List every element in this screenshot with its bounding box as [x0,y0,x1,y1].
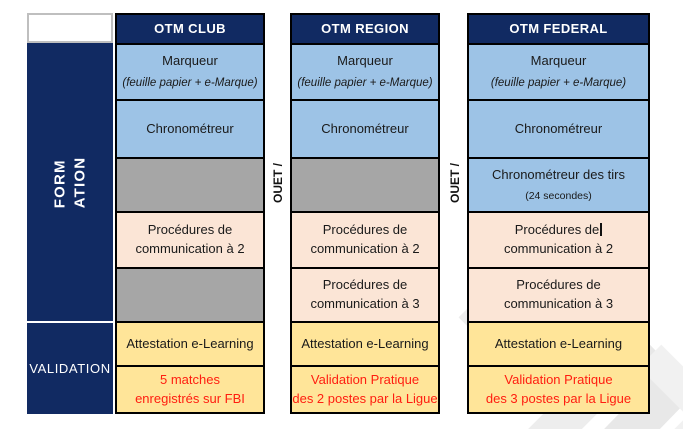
cell-region-chronometreur [292,101,438,157]
procedures-2-line2: communication à 2 [503,241,614,256]
cell-region-empty-1 [292,159,438,211]
marqueur-title: Marqueur [337,53,393,69]
marqueur-title: Marqueur [162,53,218,69]
cell-region-marqueur [292,45,438,99]
procedures-2-line2: communication à 2 [310,241,420,256]
procedures-2-line1: Procédures de [514,222,600,238]
cell-federal-chronometreur [469,101,648,157]
sidebar-validation [27,323,113,414]
cell-club-procedures-2 [117,213,263,267]
validation-req-line2: enregistrés sur FBI [135,390,245,406]
marqueur-subtitle: (feuille papier + e-Marque) [122,77,258,90]
cell-club-empty-1 [117,159,263,211]
procedures-2-line1: Procédures de [147,222,233,238]
formation-label-line1: FORM [51,158,69,208]
validation-req-line1: 5 matches [160,371,220,387]
cell-club-marqueur [117,45,263,99]
marqueur-subtitle: (feuille papier + e-Marque) [297,77,433,90]
cell-region-attestation [292,323,438,365]
column-otm-club [115,13,265,414]
column-otm-federal [467,13,650,414]
cell-federal-procedures-2 [469,213,648,267]
formation-label-line2: ATION [71,156,88,208]
column-header-otm-region [292,15,438,43]
chronometreur-label: Chronométreur [146,120,234,136]
cell-region-procedures-2 [292,213,438,267]
validation-req-line1: Validation Pratique [310,371,420,387]
marqueur-subtitle: (feuille papier + e-Marque) [490,77,627,90]
column-header-otm-club [117,15,263,43]
divider-ou-et-2 [442,43,467,322]
column-header-otm-federal [469,15,648,43]
cell-club-chronometreur [117,101,263,157]
ou-et-label-2: OUET / [447,162,462,203]
chronometreur-tirs-subtitle: (24 secondes) [525,189,592,202]
cell-federal-procedures-3 [469,269,648,321]
ou-et-label-1: OUET / [270,162,285,203]
marqueur-title: Marqueur [530,53,587,69]
column-header-label: OTM CLUB [154,20,226,36]
procedures-3-line2: communication à 3 [503,296,614,311]
procedures-2-line1: Procédures de [322,222,408,238]
validation-req-line2: des 2 postes par la Ligue [292,390,438,406]
validation-req-line2: des 3 postes par la Ligue [485,390,632,406]
cell-federal-attestation [469,323,648,365]
cell-club-empty-2 [117,269,263,321]
procedures-2-line2: communication à 2 [135,241,245,256]
cell-federal-validation-requirement [469,367,648,412]
cell-region-validation-requirement [292,367,438,412]
column-header-label: OTM REGION [321,20,409,36]
cell-federal-chronometreur-tirs [469,159,648,211]
divider-ou-et-1 [265,43,290,322]
chronometreur-tirs-title: Chronométreur des tirs [492,166,625,182]
chronometreur-label: Chronométreur [514,120,603,136]
sidebar-formation [27,43,113,321]
attestation-label: Attestation e-Learning [301,335,429,351]
procedures-3-line1: Procédures de [516,277,601,293]
chronometreur-label: Chronométreur [321,120,409,136]
column-header-label: OTM FEDERAL [509,20,608,36]
cell-region-procedures-3 [292,269,438,321]
cell-federal-marqueur [469,45,648,99]
validation-req-line1: Validation Pratique [504,371,613,387]
formation-label [51,156,90,208]
attestation-label: Attestation e-Learning [494,335,623,351]
validation-label: VALIDATION [29,361,111,376]
corner-cell [27,13,113,43]
cell-club-validation-requirement [117,367,263,412]
cell-club-attestation [117,323,263,365]
attestation-label: Attestation e-Learning [126,335,254,351]
text-cursor [600,223,602,236]
column-otm-region [290,13,440,414]
procedures-3-line1: Procédures de [322,277,408,293]
procedures-3-line2: communication à 3 [310,296,420,311]
